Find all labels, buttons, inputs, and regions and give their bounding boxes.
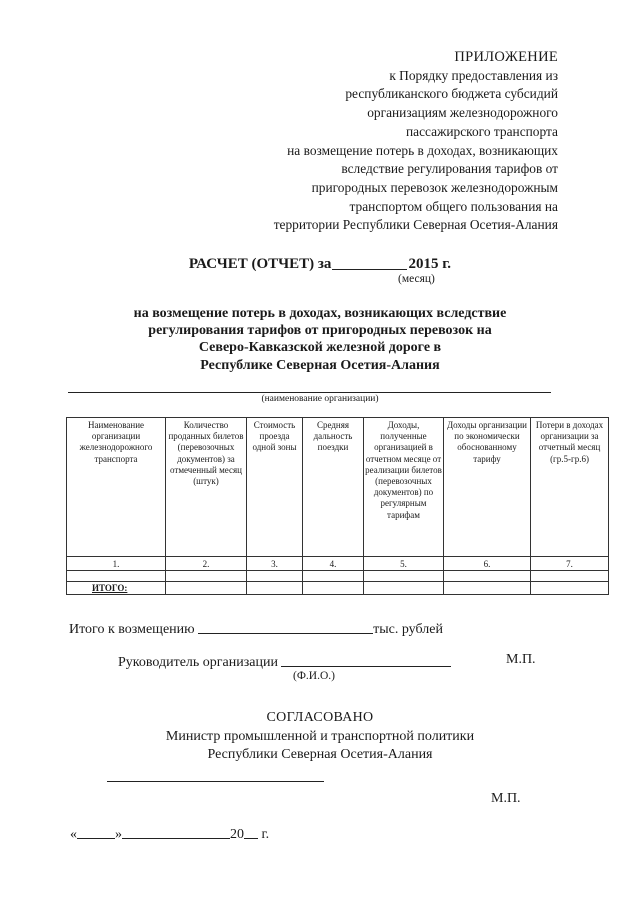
table-cell[interactable] (166, 582, 247, 595)
head-signature-blank[interactable] (281, 652, 451, 667)
subtitle-line: регулирования тарифов от пригородных перевозок на (148, 323, 492, 339)
subtitle-line: на возмещение потерь в доходах, возникающих вследствие (133, 306, 507, 321)
header-losses: Потери в доходах организации за отчетный месяц (гр.5-гр.6) (531, 418, 609, 557)
month-blank[interactable] (332, 255, 407, 270)
table-cell[interactable] (531, 582, 609, 595)
organization-name-line[interactable] (68, 392, 551, 393)
column-number: 3. (247, 557, 303, 571)
date-year-blank[interactable] (244, 824, 258, 839)
reimbursement-label: Итого к возмещению (69, 622, 195, 637)
table-cell[interactable] (303, 571, 364, 582)
date-open-quote: « (70, 827, 77, 842)
column-number: 7. (531, 557, 609, 571)
header-zone-price: Стоимость проезда одной зоны (247, 418, 303, 557)
header-income-regular: Доходы, полученные организацией в отчетном месяце от реализации билетов (перевозочных документов) по регулярным тарифам (364, 418, 444, 557)
header-income-economic: Доходы организации по экономически обоснованному тарифу (444, 418, 531, 557)
stamp-place: М.П. (506, 652, 536, 667)
date-month-blank[interactable] (122, 824, 230, 839)
appendix-line: организациям железнодорожного (367, 105, 558, 121)
date-year-suffix: г. (261, 827, 270, 842)
table-cell[interactable] (364, 571, 444, 582)
appendix-block (198, 48, 558, 235)
column-number: 2. (166, 557, 247, 571)
date-day-blank[interactable] (77, 824, 115, 839)
table-header-row (67, 418, 609, 557)
stamp-place-agreed: М.П. (491, 791, 521, 806)
appendix-line: на возмещение потерь в доходах, возникающих (287, 142, 558, 158)
subtitle-line: Республике Северная Осетия-Алания (200, 357, 440, 373)
appendix-line: пассажирского транспорта (406, 123, 558, 139)
table-cell[interactable] (444, 571, 531, 582)
subtitle-line: Северо-Кавказской железной дороге в (198, 340, 442, 356)
month-caption: (месяц) (398, 273, 435, 285)
date-line (70, 824, 269, 843)
table-cell[interactable] (303, 582, 364, 595)
fio-caption: (Ф.И.О.) (293, 670, 335, 682)
title-year: 2015 г. (408, 256, 452, 272)
title-prefix: РАСЧЕТ (ОТЧЕТ) за (188, 256, 332, 272)
date-century: 20 (230, 827, 244, 842)
organization-caption: (наименование организации) (261, 394, 379, 404)
table-cell[interactable] (531, 571, 609, 582)
reimbursement-amount-blank[interactable] (198, 619, 373, 634)
column-number: 6. (444, 557, 531, 571)
column-number: 1. (67, 557, 166, 571)
table-cell[interactable] (247, 571, 303, 582)
agreed-heading: СОГЛАСОВАНО (266, 710, 374, 725)
table-row (67, 571, 609, 582)
appendix-heading: ПРИЛОЖЕНИЕ (454, 49, 558, 65)
table-cell[interactable] (444, 582, 531, 595)
minister-title (0, 728, 640, 763)
report-table (66, 417, 609, 595)
table-cell[interactable] (166, 571, 247, 582)
column-number: 4. (303, 557, 364, 571)
document-title (0, 255, 640, 273)
minister-line: Республики Северная Осетия-Алания (207, 746, 433, 762)
table-total-row (67, 582, 609, 595)
header-average-distance: Средняя дальность поездки (303, 418, 364, 557)
table-cell[interactable] (67, 571, 166, 582)
minister-line: Министр промышленной и транспортной политики (165, 729, 475, 744)
appendix-line: транспортом общего пользования на (349, 198, 558, 214)
total-label: ИТОГО: (67, 582, 166, 595)
appendix-line: пригородных перевозок железнодорожным (311, 179, 558, 195)
appendix-line: вследствие регулирования тарифов от (341, 161, 558, 177)
head-signature-line (118, 652, 451, 671)
table-cell[interactable] (247, 582, 303, 595)
date-close-quote: » (115, 827, 122, 842)
table-cell[interactable] (364, 582, 444, 595)
reimbursement-unit: тыс. рублей (373, 622, 443, 637)
reimbursement-line (69, 619, 443, 638)
appendix-line: республиканского бюджета субсидий (345, 86, 558, 102)
table-number-row (67, 557, 609, 571)
minister-signature-blank[interactable] (107, 781, 324, 782)
appendix-line: к Порядку предоставления из (389, 67, 558, 83)
document-subtitle (0, 305, 640, 374)
head-signature-label: Руководитель организации (118, 655, 278, 670)
appendix-line: территории Республики Северная Осетия-Алания (273, 217, 558, 233)
column-number: 5. (364, 557, 444, 571)
header-organization: Наименование организации железнодорожного транспорта (67, 418, 166, 557)
header-tickets-sold: Количество проданных билетов (перевозочных документов) за отмеченный месяц (штук) (166, 418, 247, 557)
